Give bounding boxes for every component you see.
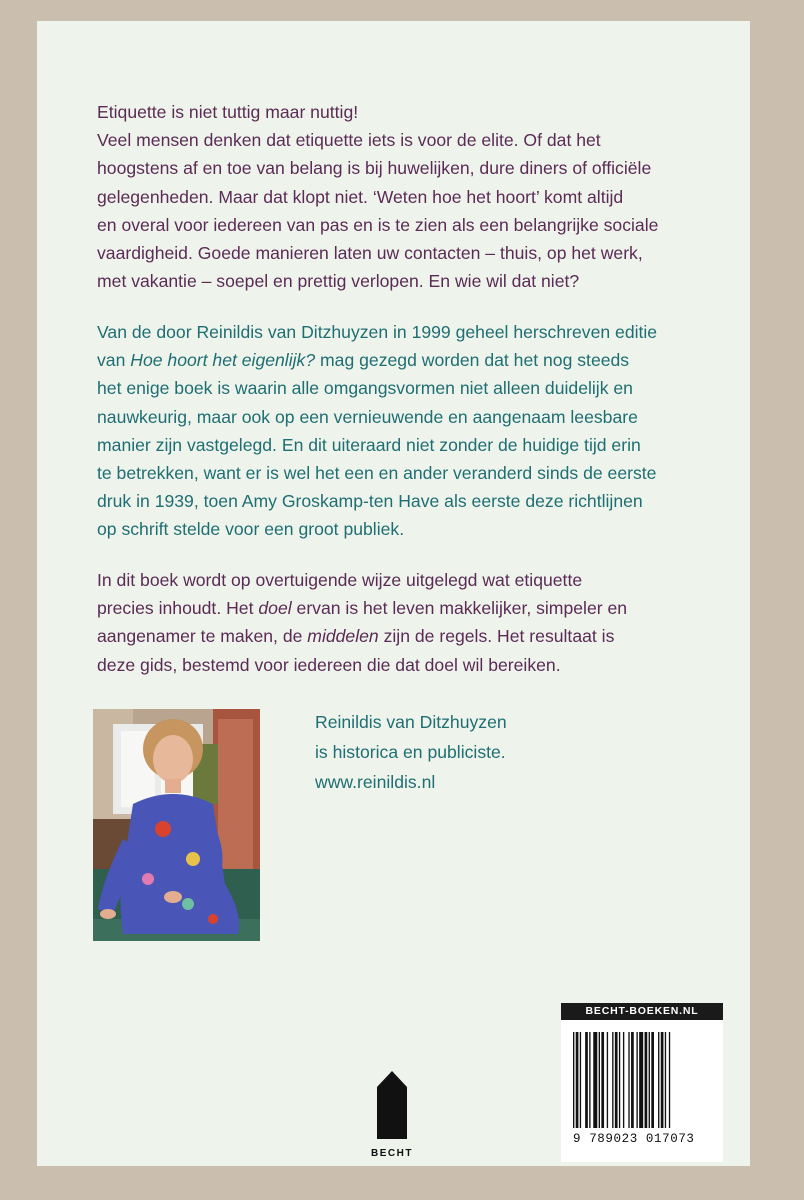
barcode-bar: [576, 1032, 579, 1128]
intro-paragraph: [97, 98, 697, 295]
barcode-bar: [599, 1032, 600, 1128]
book-title: Hoe hoort het eigenlijk?: [130, 350, 316, 371]
barcode-bar: [593, 1032, 597, 1128]
publisher-site[interactable]: BECHT-BOEKEN.NL: [561, 1003, 723, 1020]
barcode-bar: [580, 1032, 581, 1128]
barcode-bar: [631, 1032, 634, 1128]
edition-line: druk in 1939, toen Amy Groskamp-ten Have als eerste deze richtlijnen: [97, 491, 643, 512]
intro-line: gelegenheden. Maar dat klopt niet. ‘Weten hoe het hoort’ komt altijd: [97, 186, 624, 207]
purpose-text: aangenamer te maken, de: [97, 626, 308, 647]
intro-line: Veel mensen denken dat etiquette iets is voor de elite. Of dat het: [97, 130, 601, 151]
purpose-line: In dit boek wordt op overtuigende wijze uitgelegd wat etiquette: [97, 570, 583, 590]
purpose-line: deze gids, bestemd voor iedereen die dat doel wil bereiken.: [97, 654, 561, 675]
intro-line: en overal voor iedereen van pas en is te zien als een belangrijke sociale: [97, 214, 659, 235]
barcode-bar: [607, 1032, 608, 1128]
barcode-bar: [645, 1032, 648, 1128]
edition-line: het enige boek is waarin alle omgangsvormen niet alleen duidelijk en: [97, 378, 633, 399]
barcode-bar: [636, 1032, 637, 1128]
becht-logo: [362, 1071, 422, 1159]
emphasis-doel: doel: [258, 598, 292, 619]
edition-line: nauwkeurig, maar ook op een vernieuwende en aangenaam leesbare: [97, 406, 638, 427]
edition-line: op schrift stelde voor een groot publiek.: [97, 519, 405, 540]
author-role: is historica en publiciste.: [315, 742, 506, 762]
barcode-bar: [623, 1032, 624, 1128]
author-photo: [93, 709, 260, 941]
barcode-bar: [573, 1032, 574, 1128]
edition-line: te betrekken, want er is wel het een en ander veranderd sinds de eerste: [97, 463, 657, 484]
author-website[interactable]: www.reinildis.nl: [315, 772, 436, 792]
purpose-line: [97, 594, 697, 622]
isbn-digits: 9 789023 017073: [573, 1132, 695, 1146]
edition-text: mag gezegd worden dat het nog steeds: [315, 350, 630, 371]
author-photo-illustration: [93, 709, 260, 941]
barcode-bar: [619, 1032, 620, 1128]
barcode-bars: [561, 1020, 723, 1132]
author-bio: [315, 707, 507, 797]
barcode-bar: [628, 1032, 629, 1128]
intro-line: Etiquette is niet tuttig maar nuttig!: [97, 102, 359, 122]
barcode-bar: [585, 1032, 588, 1128]
edition-line: Van de door Reinildis van Ditzhuyzen in 1999 geheel herschreven editie: [97, 322, 658, 342]
barcode-bar: [651, 1032, 654, 1128]
intro-line: met vakantie – soepel en prettig verlopen. En wie wil dat niet?: [97, 271, 580, 292]
house-logo-icon: [377, 1071, 407, 1139]
author-name: Reinildis van Ditzhuyzen: [315, 712, 507, 732]
barcode-bar: [601, 1032, 604, 1128]
intro-line: vaardigheid. Goede manieren laten uw contacten – thuis, op het werk,: [97, 243, 643, 264]
edition-paragraph: [97, 318, 697, 544]
purpose-paragraph: [97, 566, 697, 679]
purpose-text: precies inhoudt. Het: [97, 598, 259, 619]
edition-line: manier zijn vastgelegd. En dit uiteraard niet zonder de huidige tijd erin: [97, 434, 641, 455]
logo-text: BECHT: [371, 1148, 413, 1159]
barcode-bar: [649, 1032, 650, 1128]
barcode-bar: [589, 1032, 590, 1128]
barcode-bar: [658, 1032, 659, 1128]
barcode-bar: [612, 1032, 613, 1128]
intro-line: hoogstens af en toe van belang is bij huwelijken, dure diners of officiële: [97, 158, 652, 179]
barcode-bar: [661, 1032, 664, 1128]
edition-text: van: [97, 350, 131, 371]
barcode: [561, 1020, 723, 1162]
barcode-bar: [639, 1032, 643, 1128]
barcode-bar: [665, 1032, 666, 1128]
edition-line: [97, 346, 697, 374]
emphasis-middelen: middelen: [307, 626, 379, 647]
purpose-text: zijn de regels. Het resultaat is: [378, 626, 615, 647]
barcode-bar: [669, 1032, 670, 1128]
purpose-text: ervan is het leven makkelijker, simpeler en: [291, 598, 628, 619]
back-cover: [37, 21, 750, 1166]
barcode-bar: [615, 1032, 618, 1128]
purpose-line: [97, 622, 697, 650]
